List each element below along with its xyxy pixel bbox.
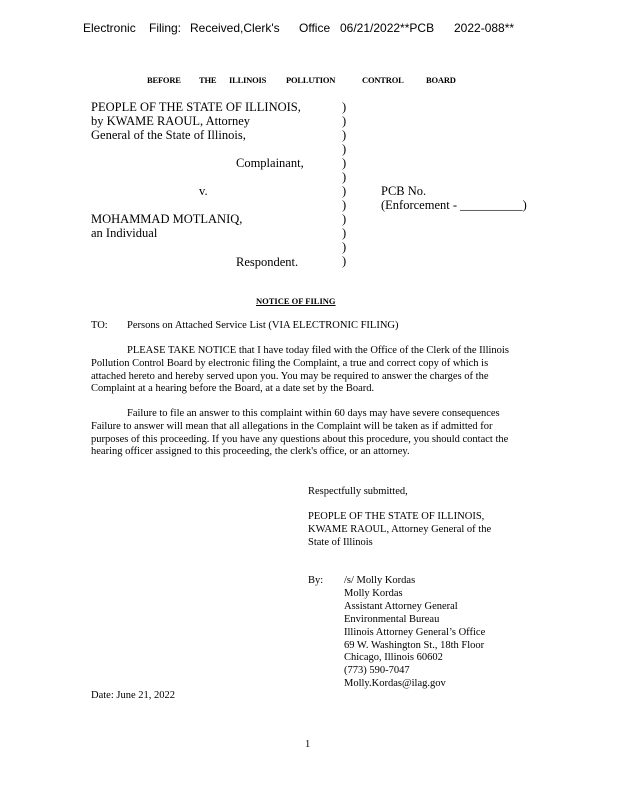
enforcement-line: (Enforcement - __________) <box>381 198 527 212</box>
signer-line: (773) 590-7047 <box>344 665 410 677</box>
caption-line: an Individual <box>91 226 158 240</box>
closing: Respectfully submitted, <box>308 486 408 497</box>
signer-line: Chicago, Illinois 60602 <box>344 652 443 664</box>
paren: ) <box>342 212 347 226</box>
board-heading-word: THE <box>199 75 217 85</box>
paren: ) <box>342 240 347 254</box>
paren: ) <box>342 254 347 268</box>
complainant-block <box>91 100 301 142</box>
to-recipients: Persons on Attached Service List (VIA ELECTRONIC FILING) <box>127 320 399 331</box>
party-line: State of Illinois <box>308 536 373 548</box>
notice-paragraph-1 <box>91 345 509 396</box>
board-heading-word: CONTROL <box>362 75 404 85</box>
stamp-word: Filing: <box>149 21 182 35</box>
by-label: By: <box>308 575 324 586</box>
paren: ) <box>342 128 347 142</box>
paren: ) <box>342 156 347 170</box>
paren: ) <box>342 198 347 212</box>
date-line: Date: June 21, 2022 <box>91 690 175 701</box>
stamp-word: 2022-088** <box>454 21 515 35</box>
stamp-word: Office <box>299 21 331 35</box>
paren: ) <box>342 184 347 198</box>
complainant-label: Complainant, <box>236 156 304 170</box>
caption-parens <box>342 100 346 268</box>
caption-line: General of the State of Illinois, <box>91 128 246 142</box>
paragraph-line: Failure to answer will mean that all allegations in the Complaint will be taken as if admitted for <box>91 420 493 432</box>
paragraph-line: purposes of this proceeding. If you have any questions about this procedure, you should contact the <box>91 433 509 445</box>
paragraph-line: Pollution Control Board by electronic filing the Complaint, a true and correct copy of which is <box>91 357 489 369</box>
caption-line: by KWAME RAOUL, Attorney <box>91 114 251 128</box>
paragraph-line: Complaint at a hearing before the Board, at a date set by the Board. <box>91 383 375 395</box>
to-label: TO: <box>91 320 108 331</box>
stamp-word: 06/21/2022**PCB <box>340 21 435 35</box>
signer-line: Environmental Bureau <box>344 613 440 625</box>
signer-block <box>344 575 485 691</box>
party-block <box>308 511 491 550</box>
board-heading-word: POLLUTION <box>286 75 336 85</box>
party-line: PEOPLE OF THE STATE OF ILLINOIS, <box>308 511 485 522</box>
paragraph-line: Failure to file an answer to this complaint within 60 days may have severe consequences <box>127 408 500 419</box>
signer-line: Illinois Attorney General’s Office <box>344 626 486 638</box>
respondent-label: Respondent. <box>236 255 299 269</box>
stamp-word: Electronic <box>83 21 136 35</box>
paragraph-line: attached hereto and hereby served upon you. You may be required to answer the charges of the <box>91 370 489 382</box>
paren: ) <box>342 114 347 128</box>
paren: ) <box>342 226 347 240</box>
versus: v. <box>199 184 208 198</box>
signer-line: Molly Kordas <box>344 587 403 599</box>
paren: ) <box>342 170 347 184</box>
caption-line: MOHAMMAD MOTLANIQ, <box>91 212 243 226</box>
page-number: 1 <box>305 739 311 750</box>
notice-title: NOTICE OF FILING <box>256 296 336 306</box>
party-line: KWAME RAOUL, Attorney General of the <box>308 523 492 535</box>
board-heading-word: BEFORE <box>147 75 181 85</box>
paragraph-line: PLEASE TAKE NOTICE that I have today filed with the Office of the Clerk of the Illinois <box>127 345 509 356</box>
stamp-word: Received,Clerk's <box>190 21 280 35</box>
paren: ) <box>342 100 347 114</box>
pcb-number: PCB No. <box>381 184 427 198</box>
notice-paragraph-2 <box>91 408 508 459</box>
respondent-block <box>91 212 242 240</box>
signer-email: Molly.Kordas@ilag.gov <box>344 678 446 690</box>
board-heading-word: BOARD <box>426 75 456 85</box>
paren: ) <box>342 142 347 156</box>
board-heading-word: ILLINOIS <box>229 75 267 85</box>
signer-line: 69 W. Washington St., 18th Floor <box>344 639 485 651</box>
paragraph-line: hearing officer assigned to this proceeding, the clerk's office, or an attorney. <box>91 446 410 458</box>
signer-line: Assistant Attorney General <box>344 600 458 612</box>
caption-line: PEOPLE OF THE STATE OF ILLINOIS, <box>91 100 301 114</box>
signer-line: /s/ Molly Kordas <box>344 575 416 586</box>
